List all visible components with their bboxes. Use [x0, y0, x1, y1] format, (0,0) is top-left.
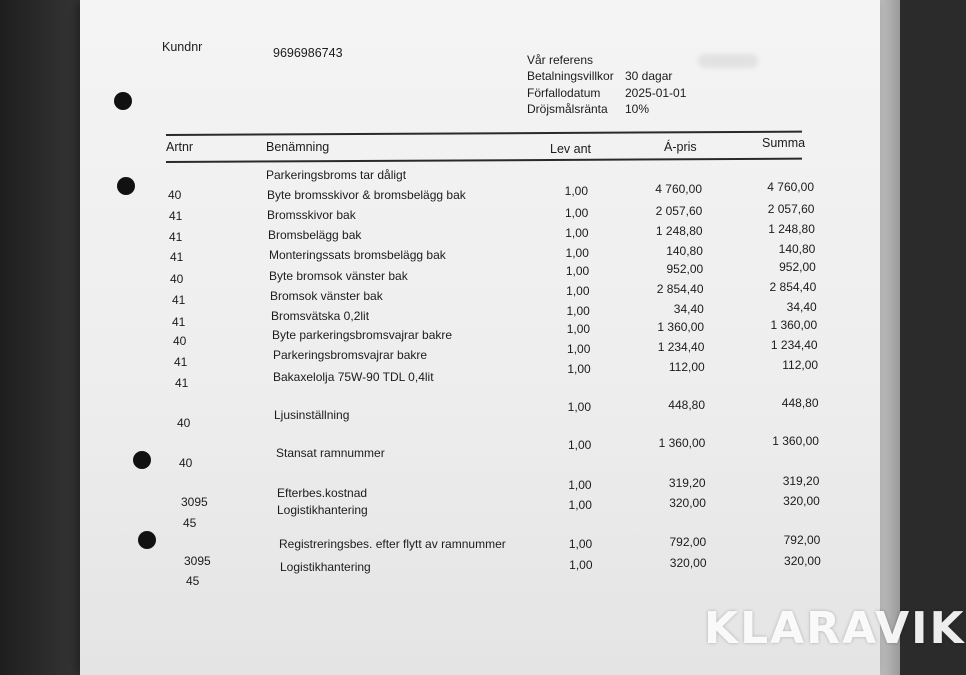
- row-qty: 1,00: [564, 206, 589, 220]
- row-price: 112,00: [668, 360, 705, 374]
- row-sum: 319,20: [782, 474, 820, 488]
- row-sum: 320,00: [783, 494, 820, 508]
- row-sum: 2 057,60: [767, 202, 815, 216]
- row-qty: 1,00: [565, 264, 590, 278]
- row-qty: 1,00: [567, 400, 591, 414]
- klaravik-watermark: KLARAVIK: [704, 603, 966, 654]
- row-qty: 1,00: [568, 498, 592, 512]
- row-price: 792,00: [669, 535, 707, 549]
- row-qty: 1,00: [564, 184, 588, 198]
- row-name: Logistikhantering: [277, 503, 368, 517]
- row-sum: 448,80: [781, 396, 819, 410]
- punch-hole: [138, 531, 156, 549]
- row-name: Bromsskivor bak: [267, 208, 356, 222]
- row-artnr: 40: [170, 272, 184, 286]
- row-price: 2 057,60: [655, 204, 703, 218]
- row-name: Byte bromsok vänster bak: [269, 269, 408, 283]
- row-artnr: 40: [179, 456, 193, 470]
- row-qty: 1,00: [566, 322, 591, 336]
- payment-terms-label: Betalningsvillkor: [527, 69, 614, 83]
- customer-number-value: 9696986743: [273, 46, 343, 60]
- payment-terms-value: 30 dagar: [625, 69, 673, 83]
- row-sum: 4 760,00: [767, 180, 814, 194]
- row-price: 140,80: [666, 244, 703, 258]
- row-qty: 1,00: [566, 304, 590, 318]
- invoice-page: [80, 0, 966, 675]
- row-qty: 1,00: [566, 284, 590, 298]
- group-title: Parkeringsbroms tar dåligt: [266, 168, 407, 182]
- punch-hole: [114, 92, 132, 110]
- row-qty: 1,00: [567, 438, 592, 452]
- row-name: Efterbes.kostnad: [277, 486, 368, 500]
- row-name: Bromsbelägg bak: [268, 228, 362, 242]
- row-artnr: 45: [186, 574, 200, 588]
- column-sum: Summa: [762, 136, 806, 150]
- interest-value: 10%: [625, 102, 650, 116]
- row-sum: 34,40: [786, 300, 817, 314]
- row-artnr: 45: [183, 516, 197, 530]
- row-price: 319,20: [668, 476, 706, 490]
- row-name: Byte bromsskivor & bromsbelägg bak: [267, 188, 466, 202]
- due-date-label: Förfallodatum: [527, 86, 601, 100]
- due-date-value: 2025-01-01: [625, 86, 687, 100]
- row-price: 1 234,40: [657, 340, 705, 354]
- row-price: 4 760,00: [655, 182, 702, 196]
- row-artnr: 41: [174, 355, 188, 369]
- row-artnr: 41: [175, 376, 189, 390]
- row-artnr: 40: [173, 334, 187, 348]
- row-sum: 2 854,40: [769, 280, 817, 294]
- customer-number-label: Kundnr: [162, 40, 203, 54]
- row-artnr: 41: [170, 250, 184, 264]
- row-sum: 792,00: [783, 533, 821, 547]
- column-price: Á-pris: [664, 140, 697, 154]
- row-sum: 140,80: [778, 242, 816, 256]
- row-artnr: 41: [172, 293, 186, 307]
- row-price: 1 248,80: [655, 224, 703, 238]
- row-qty: 1,00: [565, 226, 589, 240]
- row-name: Stansat ramnummer: [276, 446, 385, 460]
- row-artnr: 3095: [184, 554, 211, 568]
- row-qty: 1,00: [565, 246, 589, 260]
- row-price: 34,40: [673, 302, 704, 316]
- row-name: Ljusinställning: [274, 408, 350, 422]
- column-artnr: Artnr: [166, 140, 194, 154]
- row-sum: 1 360,00: [772, 434, 819, 448]
- row-price: 1 360,00: [657, 320, 705, 334]
- row-artnr: 40: [177, 416, 191, 430]
- punch-hole: [117, 177, 135, 195]
- row-sum: 1 360,00: [770, 318, 818, 332]
- column-name: Benämning: [266, 140, 330, 154]
- row-qty: 1,00: [568, 478, 592, 492]
- row-name: Bromsvätska 0,2lit: [271, 309, 370, 323]
- reference-label: Vår referens: [527, 53, 594, 67]
- row-qty: 1,00: [569, 558, 593, 572]
- header-bottom-rule: [166, 158, 802, 163]
- row-price: 1 360,00: [658, 436, 706, 450]
- row-name: Logistikhantering: [280, 560, 371, 574]
- row-sum: 320,00: [784, 554, 821, 568]
- redacted-reference: [698, 54, 758, 68]
- column-qty: Lev ant: [550, 142, 592, 156]
- row-price: 320,00: [669, 556, 707, 570]
- row-name: Registreringsbes. efter flytt av ramnummer: [279, 537, 506, 551]
- row-artnr: 41: [169, 209, 183, 223]
- row-artnr: 41: [172, 315, 186, 329]
- row-artnr: 40: [168, 188, 182, 202]
- row-name: Bromsok vänster bak: [270, 289, 383, 303]
- row-sum: 952,00: [779, 260, 816, 274]
- row-name: Parkeringsbromsvajrar bakre: [273, 348, 428, 362]
- punch-hole: [133, 451, 151, 469]
- row-artnr: 3095: [181, 495, 208, 509]
- row-sum: 1 248,80: [768, 222, 815, 236]
- row-name: Byte parkeringsbromsvajrar bakre: [272, 328, 453, 342]
- row-sum: 112,00: [782, 358, 819, 372]
- row-name: Bakaxelolja 75W-90 TDL 0,4lit: [273, 370, 434, 384]
- row-name: Monteringssats bromsbelägg bak: [269, 248, 446, 262]
- row-price: 448,80: [668, 398, 705, 412]
- row-price: 952,00: [666, 262, 704, 276]
- row-artnr: 41: [169, 230, 183, 244]
- header-top-rule: [166, 131, 802, 136]
- interest-label: Dröjsmålsränta: [527, 102, 608, 116]
- row-price: 2 854,40: [656, 282, 704, 296]
- row-qty: 1,00: [567, 362, 591, 376]
- row-qty: 1,00: [568, 537, 593, 551]
- row-sum: 1 234,40: [770, 338, 818, 352]
- row-price: 320,00: [669, 496, 706, 510]
- row-qty: 1,00: [567, 342, 591, 356]
